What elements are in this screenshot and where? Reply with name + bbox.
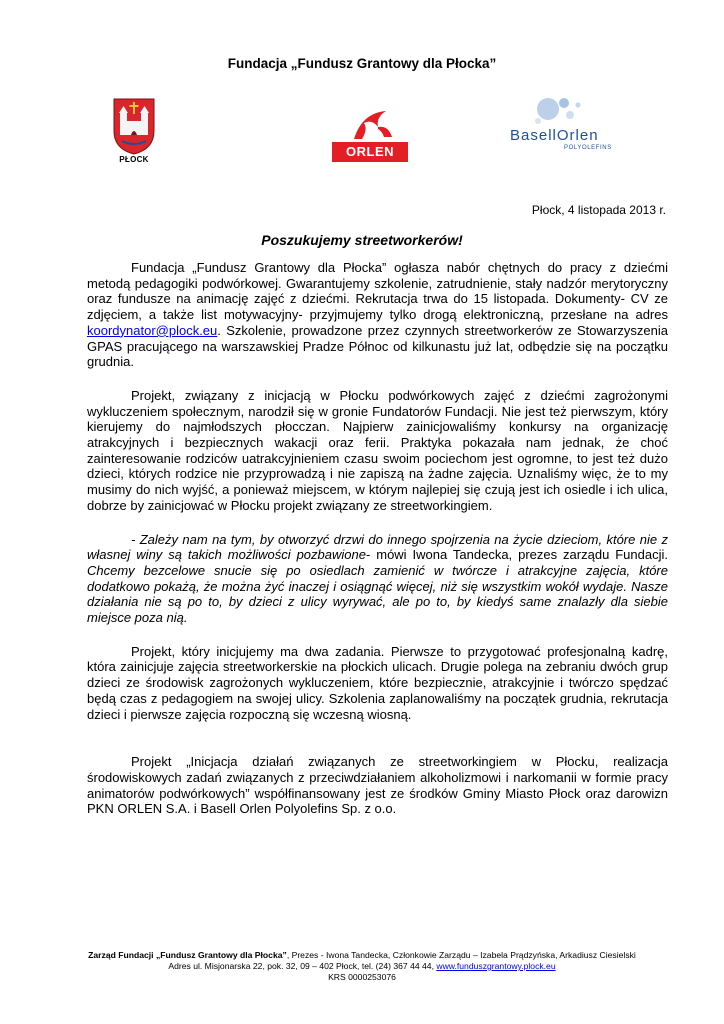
quote-part-2: Chcemy bezcelowe snucie się po osiedlach zamienić w twórcze i atrakcyjne zajęcia, które dodatkowo pokażą, że można żyć inaczej i osiągnąć więcej, niż się wszystkim wokół wydaje. Nasze działania nie są po to, by dzieci z ulicy wyrywać, ale po to, by kiedyś same znalazły dla siebie miejsce poza nią.	[87, 562, 668, 626]
basell-orlen-logo	[508, 95, 624, 165]
orlen-wordmark: ORLEN	[332, 142, 408, 162]
basell-orlen-subtitle: POLYOLEFINS	[564, 145, 612, 151]
paragraph-project-tasks: Projekt, który inicjujemy ma dwa zadania. Pierwsze to przygotować profesjonalną kadrę, która zainicjuje zajęcia streetworkerskie na płockich ulicach. Drugie polega na zebraniu dwóch grup dzieci ze środowisk zagrożonych wykluczeniem, które bezpiecznie, atrakcyjnie i twórczo spędzać będą czas z pedagogiem na swojej ulicy. Szkolenia zaplanowaliśmy na początek grudnia, rekrutacja dzieci i pierwsze zajęcia rozpoczną się wczesną wiosną.	[87, 643, 668, 722]
letter-body	[87, 260, 668, 835]
paragraph-recruitment-text: Fundacja „Fundusz Grantowy dla Płocka” ogłasza nabór chętnych do pracy z dziećmi metodą pedagogiki podwórkowej. Gwarantujemy szkolenie, zatrudnienie, stały nadzór merytoryczny oraz fundusze na animację zajęć z dziećmi. Rekrutacja trwa do 15 listopada. Dokumenty- CV ze zdjęciem, a także list motywacyjny- przyjmujemy tylko drogą elektroniczną, przesłane na adres	[87, 260, 668, 323]
footer-website-link[interactable]: www.funduszgrantowy.plock.eu	[436, 961, 556, 971]
plock-coat-of-arms-icon	[112, 97, 156, 155]
quote-attribution: - mówi Iwona Tandecka, prezes zarządu Fundacji.	[365, 547, 668, 563]
paragraph-recruitment-text-end: . Szkolenie, prowadzone przez czynnych streetworkerów ze Stowarzyszenia GPAS pracującego na warszawskiej Pradze Północ od kilkunastu już lat, odbędzie się na początku grudnia.	[87, 322, 668, 370]
organization-title: Fundacja „Fundusz Grantowy dla Płocka”	[227, 56, 497, 71]
paragraph-funding: Projekt „Inicjacja działań związanych ze streetworkingiem w Płocku, realizacja środowiskowych zadań związanych z przeciwdziałaniem alkoholizmowi i narkomanii w formie pracy animatorów podwórkowych” współfinansowany jest ze środków Gminy Miasto Płock oraz darowizn PKN ORLEN S.A. i Basell Orlen Polyolefins Sp. z o.o.	[87, 754, 668, 817]
letter-date: Płock, 4 listopada 2013 r.	[531, 203, 666, 217]
orlen-eagle-icon	[332, 107, 410, 143]
footer-address-line	[0, 961, 724, 972]
letter-footer	[0, 950, 724, 983]
contact-email-link[interactable]: koordynator@plock.eu	[87, 322, 218, 338]
footer-board-line	[0, 950, 724, 961]
paragraph-quote	[87, 532, 668, 626]
footer-board-members: , Prezes - Iwona Tandecka, Członkowie Zarządu – Izabela Prądzyńska, Arkadiusz Ciesielski	[286, 950, 636, 960]
plock-logo	[112, 97, 156, 165]
sponsor-logos	[0, 95, 724, 170]
plock-logo-caption: PŁOCK	[119, 155, 149, 164]
paragraph-recruitment	[87, 260, 668, 370]
quote-part-1: - Zależy nam na tym, by otworzyć drzwi do innego spojrzenia na życie dzieciom, które nie z własnej winy są takich możliwości pozbawione	[87, 531, 668, 563]
paragraph-project-origin: Projekt, związany z inicjacją w Płocku podwórkowych zajęć z dziećmi zagrożonymi wykluczeniem społecznym, narodził się w gronie Fundatorów Fundacji. Nie jest też pierwszym, który kierujemy do najmłodszych płocczan. Najpierw zainicjowaliśmy konkursy na organizację atrakcyjnych i bezpiecznych wakacji oraz ferii. Praktyka pokazała nam jednak, że choć zainteresowanie rodziców uatrakcyjnieniem czasu swoim pociechom jest ogromne, to jest też dużo dzieci, których rodzice nie przyprowadzą i nie zapiszą na żadne zajęcia. Uznaliśmy więc, że to my musimy do nich wyjść, a ponieważ miejscem, w którym najlepiej się czują jest ich osiedle i ich ulica, dobrze by zainicjować w Płocku projekt związany ze streetworkingiem.	[87, 387, 668, 513]
footer-krs: KRS 0000253076	[328, 972, 396, 982]
footer-address: Adres ul. Misjonarska 22, pok. 32, 09 – 402 Płock, tel. (24) 367 44 44,	[168, 961, 437, 971]
orlen-logo	[332, 107, 410, 163]
basell-orlen-wordmark: BasellOrlen	[510, 127, 599, 144]
letter-heading: Poszukujemy streetworkerów!	[261, 232, 463, 248]
basell-bubbles-icon	[508, 95, 624, 129]
footer-board-label: Zarząd Fundacji „Fundusz Grantowy dla Płocka”	[88, 950, 287, 960]
